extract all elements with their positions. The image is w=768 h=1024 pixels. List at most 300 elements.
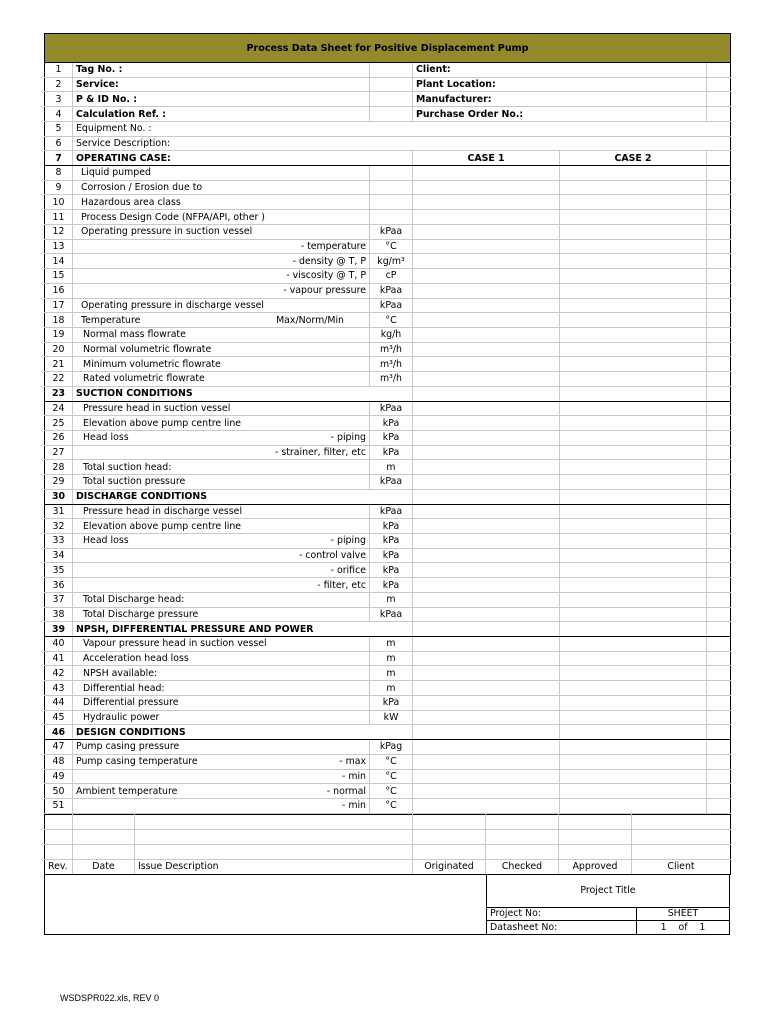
table-row	[45, 681, 731, 696]
parameter-label: Hazardous area class	[73, 195, 370, 210]
unit-cell: kW	[370, 710, 413, 725]
rev-cell[interactable]	[45, 844, 73, 859]
case-2-value[interactable]	[560, 769, 707, 784]
rev-header-client: Client	[632, 859, 731, 874]
row-number: 25	[45, 416, 73, 431]
case-2-value[interactable]	[560, 342, 707, 357]
logo-area	[45, 875, 487, 934]
row-number: 36	[45, 578, 73, 593]
table-row	[45, 445, 731, 460]
case-2-value[interactable]	[560, 254, 707, 269]
case-2-value[interactable]	[560, 327, 707, 342]
rev-cell[interactable]	[632, 814, 731, 829]
parameter-label	[73, 534, 370, 549]
header-right-value[interactable]	[707, 92, 731, 107]
case-1-value[interactable]	[413, 313, 560, 328]
tail-cell	[707, 151, 731, 166]
rev-cell[interactable]	[135, 844, 413, 859]
table-row	[45, 254, 731, 269]
case-2-value[interactable]	[560, 578, 707, 593]
table-row	[45, 63, 731, 78]
case-2-value[interactable]	[560, 651, 707, 666]
rev-cell[interactable]	[486, 829, 559, 844]
rev-cell[interactable]	[559, 814, 632, 829]
case-2-value[interactable]	[560, 798, 707, 813]
parameter-label: Minimum volumetric flowrate	[73, 357, 370, 372]
parameter-qualifier: - piping	[330, 432, 366, 444]
parameter-label: Operating pressure in suction vessel	[73, 224, 370, 239]
case-1-value[interactable]	[413, 710, 560, 725]
table-row	[45, 754, 731, 769]
tail-cell	[707, 283, 731, 298]
case-1-value[interactable]	[413, 607, 560, 622]
unit-cell: kPa	[370, 534, 413, 549]
case-2-value[interactable]	[560, 210, 707, 225]
tail-cell	[707, 563, 731, 578]
case-1-value[interactable]	[413, 651, 560, 666]
row-number: 38	[45, 607, 73, 622]
table-row	[45, 430, 731, 445]
rev-cell[interactable]	[559, 844, 632, 859]
case-1-value[interactable]	[413, 195, 560, 210]
parameter-label: Pump casing pressure	[73, 740, 370, 755]
case-1-value[interactable]	[413, 210, 560, 225]
unit-cell: kPag	[370, 740, 413, 755]
case-2-header	[560, 725, 707, 740]
parameter-label	[73, 313, 370, 328]
tail-cell	[707, 210, 731, 225]
tail-cell	[707, 195, 731, 210]
table-row	[45, 283, 731, 298]
parameter-label: Elevation above pump centre line	[73, 416, 370, 431]
section-heading: SUCTION CONDITIONS	[73, 386, 413, 401]
unit-cell: kPa	[370, 578, 413, 593]
case-1-value[interactable]	[413, 416, 560, 431]
case-2-value[interactable]	[560, 681, 707, 696]
header-field-value[interactable]	[370, 63, 413, 78]
row-number: 35	[45, 563, 73, 578]
case-1-value[interactable]	[413, 239, 560, 254]
table-row	[45, 416, 731, 431]
parameter-label: Normal mass flowrate	[73, 327, 370, 342]
datasheet-no-label: Datasheet No:	[487, 921, 637, 934]
case-2-value[interactable]	[560, 475, 707, 490]
row-number: 29	[45, 475, 73, 490]
header-field-value[interactable]	[370, 92, 413, 107]
unit-cell: kPaa	[370, 298, 413, 313]
table-row	[45, 327, 731, 342]
row-number: 18	[45, 313, 73, 328]
row-number: 24	[45, 401, 73, 416]
case-1-value[interactable]	[413, 769, 560, 784]
case-1-value[interactable]	[413, 681, 560, 696]
case-1-value[interactable]	[413, 475, 560, 490]
row-number: 23	[45, 386, 73, 401]
table-row	[45, 504, 731, 519]
parameter-label: Liquid pumped	[73, 166, 370, 181]
case-2-value[interactable]	[560, 548, 707, 563]
section-heading: OPERATING CASE:	[73, 151, 413, 166]
unit-cell	[370, 180, 413, 195]
table-row	[45, 637, 731, 652]
parameter-text: Ambient temperature	[76, 785, 178, 797]
case-1-value[interactable]	[413, 460, 560, 475]
row-number: 2	[45, 77, 73, 92]
unit-cell: °C	[370, 313, 413, 328]
parameter-label: Rated volumetric flowrate	[73, 372, 370, 387]
tail-cell	[707, 695, 731, 710]
tail-cell	[707, 681, 731, 696]
table-row	[45, 136, 731, 151]
rev-cell[interactable]	[73, 829, 135, 844]
tail-cell	[707, 534, 731, 549]
case-2-value[interactable]	[560, 784, 707, 799]
row-number: 7	[45, 151, 73, 166]
project-title: Project Title	[487, 875, 729, 908]
row-number: 10	[45, 195, 73, 210]
case-2-value[interactable]	[560, 740, 707, 755]
rev-cell[interactable]	[73, 814, 135, 829]
table-row	[45, 386, 731, 401]
case-1-value[interactable]	[413, 298, 560, 313]
tail-cell	[707, 327, 731, 342]
case-1-value[interactable]	[413, 372, 560, 387]
case-1-header	[413, 622, 560, 637]
parameter-label: Hydraulic power	[73, 710, 370, 725]
row-number: 50	[45, 784, 73, 799]
row-number: 26	[45, 430, 73, 445]
header-right-value[interactable]	[707, 63, 731, 78]
parameter-text: Head loss	[83, 432, 129, 444]
case-2-value[interactable]	[560, 239, 707, 254]
row-number: 42	[45, 666, 73, 681]
unit-cell: m	[370, 651, 413, 666]
unit-cell: m³/h	[370, 372, 413, 387]
row-number: 1	[45, 63, 73, 78]
row-number: 28	[45, 460, 73, 475]
row-number: 12	[45, 224, 73, 239]
case-1-value[interactable]	[413, 327, 560, 342]
rev-cell[interactable]	[486, 814, 559, 829]
tail-cell	[707, 224, 731, 239]
table-row	[45, 107, 731, 122]
case-2-value[interactable]	[560, 180, 707, 195]
parameter-label: - strainer, filter, etc	[73, 445, 370, 460]
parameter-label: - density @ T, P	[73, 254, 370, 269]
table-row	[45, 210, 731, 225]
header-field-value[interactable]	[370, 77, 413, 92]
rev-header-date: Date	[73, 859, 135, 874]
rev-cell[interactable]	[486, 844, 559, 859]
unit-cell	[370, 210, 413, 225]
table-row	[45, 651, 731, 666]
title-block	[44, 875, 730, 935]
rev-header-originated: Originated	[413, 859, 486, 874]
case-1-value[interactable]	[413, 342, 560, 357]
tail-cell	[707, 710, 731, 725]
sheet-title: Process Data Sheet for Positive Displacement Pump	[45, 34, 731, 63]
case-1-value[interactable]	[413, 519, 560, 534]
tail-cell	[707, 401, 731, 416]
case-1-header: CASE 1	[413, 151, 560, 166]
tail-cell	[707, 445, 731, 460]
table-row	[45, 195, 731, 210]
file-name: WSDSPR022.xls, REV 0	[60, 993, 160, 1003]
unit-cell: kPa	[370, 430, 413, 445]
unit-cell: kPaa	[370, 224, 413, 239]
header-field-label: Calculation Ref. :	[73, 107, 370, 122]
tail-cell	[707, 798, 731, 813]
case-2-value[interactable]	[560, 283, 707, 298]
unit-cell: °C	[370, 754, 413, 769]
parameter-label: - orifice	[73, 563, 370, 578]
revision-blank-row	[45, 844, 731, 859]
tail-cell	[707, 166, 731, 181]
rev-cell[interactable]	[413, 844, 486, 859]
table-row	[45, 121, 731, 136]
parameter-label	[73, 430, 370, 445]
case-2-value[interactable]	[560, 710, 707, 725]
parameter-label: Differential head:	[73, 681, 370, 696]
case-1-value[interactable]	[413, 534, 560, 549]
row-number: 21	[45, 357, 73, 372]
case-1-value[interactable]	[413, 592, 560, 607]
parameter-label: Corrosion / Erosion due to	[73, 180, 370, 195]
rev-cell[interactable]	[45, 814, 73, 829]
case-2-value[interactable]	[560, 166, 707, 181]
unit-cell: m³/h	[370, 357, 413, 372]
parameter-label: - min	[73, 798, 370, 813]
rev-cell[interactable]	[45, 829, 73, 844]
row-number: 3	[45, 92, 73, 107]
case-1-value[interactable]	[413, 357, 560, 372]
parameter-label	[73, 754, 370, 769]
table-row	[45, 298, 731, 313]
parameter-label: - viscosity @ T, P	[73, 269, 370, 284]
datasheet	[44, 33, 730, 935]
tail-cell	[707, 298, 731, 313]
case-1-value[interactable]	[413, 224, 560, 239]
case-2-value[interactable]	[560, 416, 707, 431]
row-number: 45	[45, 710, 73, 725]
case-1-value[interactable]	[413, 504, 560, 519]
case-1-value[interactable]	[413, 401, 560, 416]
tail-cell	[707, 386, 731, 401]
case-2-value[interactable]	[560, 298, 707, 313]
case-2-value[interactable]	[560, 607, 707, 622]
row-number: 31	[45, 504, 73, 519]
parameter-qualifier: - normal	[326, 785, 366, 797]
rev-cell[interactable]	[413, 829, 486, 844]
case-2-value[interactable]	[560, 695, 707, 710]
case-2-value[interactable]	[560, 460, 707, 475]
case-2-value[interactable]	[560, 754, 707, 769]
revision-blank-row	[45, 829, 731, 844]
case-2-value[interactable]	[560, 430, 707, 445]
parameter-label: Pressure head in discharge vessel	[73, 504, 370, 519]
case-2-value[interactable]	[560, 372, 707, 387]
case-2-value[interactable]	[560, 504, 707, 519]
unit-cell: °C	[370, 784, 413, 799]
parameter-label: Acceleration head loss	[73, 651, 370, 666]
rev-header-rev: Rev.	[45, 859, 73, 874]
parameter-label: Total suction pressure	[73, 475, 370, 490]
case-1-value[interactable]	[413, 166, 560, 181]
case-1-value[interactable]	[413, 784, 560, 799]
case-1-value[interactable]	[413, 637, 560, 652]
table-row	[45, 269, 731, 284]
unit-cell: kPa	[370, 548, 413, 563]
unit-cell	[370, 166, 413, 181]
case-1-value[interactable]	[413, 548, 560, 563]
tail-cell	[707, 460, 731, 475]
header-right-label: Manufacturer:	[413, 92, 707, 107]
table-row	[45, 460, 731, 475]
unit-cell: m	[370, 666, 413, 681]
case-1-value[interactable]	[413, 445, 560, 460]
tail-cell	[707, 666, 731, 681]
rev-header-checked: Checked	[486, 859, 559, 874]
tail-cell	[707, 254, 731, 269]
case-1-value[interactable]	[413, 695, 560, 710]
rev-cell[interactable]	[135, 829, 413, 844]
case-2-value[interactable]	[560, 563, 707, 578]
unit-cell: kPa	[370, 519, 413, 534]
unit-cell: kPa	[370, 416, 413, 431]
row-number: 22	[45, 372, 73, 387]
tail-cell	[707, 754, 731, 769]
case-1-value[interactable]	[413, 283, 560, 298]
rev-cell[interactable]	[73, 844, 135, 859]
row-number: 48	[45, 754, 73, 769]
case-2-value[interactable]	[560, 313, 707, 328]
project-no-label: Project No:	[487, 908, 637, 921]
table-row	[45, 313, 731, 328]
header-right-value[interactable]	[707, 107, 731, 122]
row-number: 6	[45, 136, 73, 151]
header-right-label: Plant Location:	[413, 77, 707, 92]
case-1-value[interactable]	[413, 563, 560, 578]
parameter-label: Total Discharge head:	[73, 592, 370, 607]
table-row	[45, 769, 731, 784]
case-2-value[interactable]	[560, 195, 707, 210]
table-row	[45, 563, 731, 578]
table-row	[45, 519, 731, 534]
rev-header-approved: Approved	[559, 859, 632, 874]
unit-cell: m	[370, 460, 413, 475]
row-number: 20	[45, 342, 73, 357]
table-row	[45, 578, 731, 593]
row-number: 5	[45, 121, 73, 136]
case-2-value[interactable]	[560, 269, 707, 284]
unit-cell: kPaa	[370, 475, 413, 490]
header-field-label: P & ID No. :	[73, 92, 370, 107]
parameter-label: - control valve	[73, 548, 370, 563]
datasheet-no-row	[487, 921, 729, 934]
rev-cell[interactable]	[559, 829, 632, 844]
table-row	[45, 372, 731, 387]
row-number: 51	[45, 798, 73, 813]
parameter-label: Elevation above pump centre line	[73, 519, 370, 534]
unit-cell: kPa	[370, 695, 413, 710]
rev-cell[interactable]	[632, 844, 731, 859]
case-1-value[interactable]	[413, 754, 560, 769]
unit-cell: °C	[370, 769, 413, 784]
header-right-label: Purchase Order No.:	[413, 107, 707, 122]
parameter-label: - filter, etc	[73, 578, 370, 593]
rev-cell[interactable]	[135, 814, 413, 829]
case-2-value[interactable]	[560, 445, 707, 460]
datasheet-table	[44, 33, 731, 814]
row-number: 27	[45, 445, 73, 460]
case-1-value[interactable]	[413, 254, 560, 269]
case-2-value[interactable]	[560, 519, 707, 534]
revision-table	[44, 814, 731, 875]
tail-cell	[707, 416, 731, 431]
parameter-label: Differential pressure	[73, 695, 370, 710]
table-row	[45, 695, 731, 710]
case-1-value[interactable]	[413, 430, 560, 445]
case-1-value[interactable]	[413, 740, 560, 755]
tail-cell	[707, 769, 731, 784]
case-2-value[interactable]	[560, 534, 707, 549]
rev-cell[interactable]	[632, 829, 731, 844]
tail-cell	[707, 725, 731, 740]
title-row	[45, 34, 731, 63]
project-no-row	[487, 908, 729, 922]
unit-cell: kPa	[370, 445, 413, 460]
revision-header-row	[45, 859, 731, 874]
section-heading: NPSH, DIFFERENTIAL PRESSURE AND POWER	[73, 622, 413, 637]
case-2-value[interactable]	[560, 357, 707, 372]
table-row	[45, 151, 731, 166]
rev-cell[interactable]	[413, 814, 486, 829]
case-1-value[interactable]	[413, 578, 560, 593]
parameter-text: Temperature	[81, 314, 141, 326]
header-field-value[interactable]	[370, 107, 413, 122]
unit-cell: kPaa	[370, 504, 413, 519]
case-2-value[interactable]	[560, 401, 707, 416]
unit-cell: kPa	[370, 563, 413, 578]
case-1-value[interactable]	[413, 666, 560, 681]
case-2-value[interactable]	[560, 637, 707, 652]
unit-cell: kPaa	[370, 401, 413, 416]
table-row	[45, 784, 731, 799]
table-row	[45, 224, 731, 239]
case-1-value[interactable]	[413, 269, 560, 284]
case-2-header: CASE 2	[560, 151, 707, 166]
case-2-value[interactable]	[560, 666, 707, 681]
section-heading: DISCHARGE CONDITIONS	[73, 489, 413, 504]
case-2-header	[560, 622, 707, 637]
parameter-label: Pressure head in suction vessel	[73, 401, 370, 416]
case-1-value[interactable]	[413, 180, 560, 195]
table-row	[45, 357, 731, 372]
case-2-value[interactable]	[560, 592, 707, 607]
case-1-value[interactable]	[413, 798, 560, 813]
parameter-label: Total Discharge pressure	[73, 607, 370, 622]
header-right-label: Client:	[413, 63, 707, 78]
tail-cell	[707, 430, 731, 445]
tail-cell	[707, 269, 731, 284]
table-row	[45, 607, 731, 622]
case-1-header	[413, 489, 560, 504]
table-row	[45, 342, 731, 357]
header-right-value[interactable]	[707, 77, 731, 92]
case-2-value[interactable]	[560, 224, 707, 239]
parameter-label: - min	[73, 769, 370, 784]
parameter-label: - vapour pressure	[73, 283, 370, 298]
